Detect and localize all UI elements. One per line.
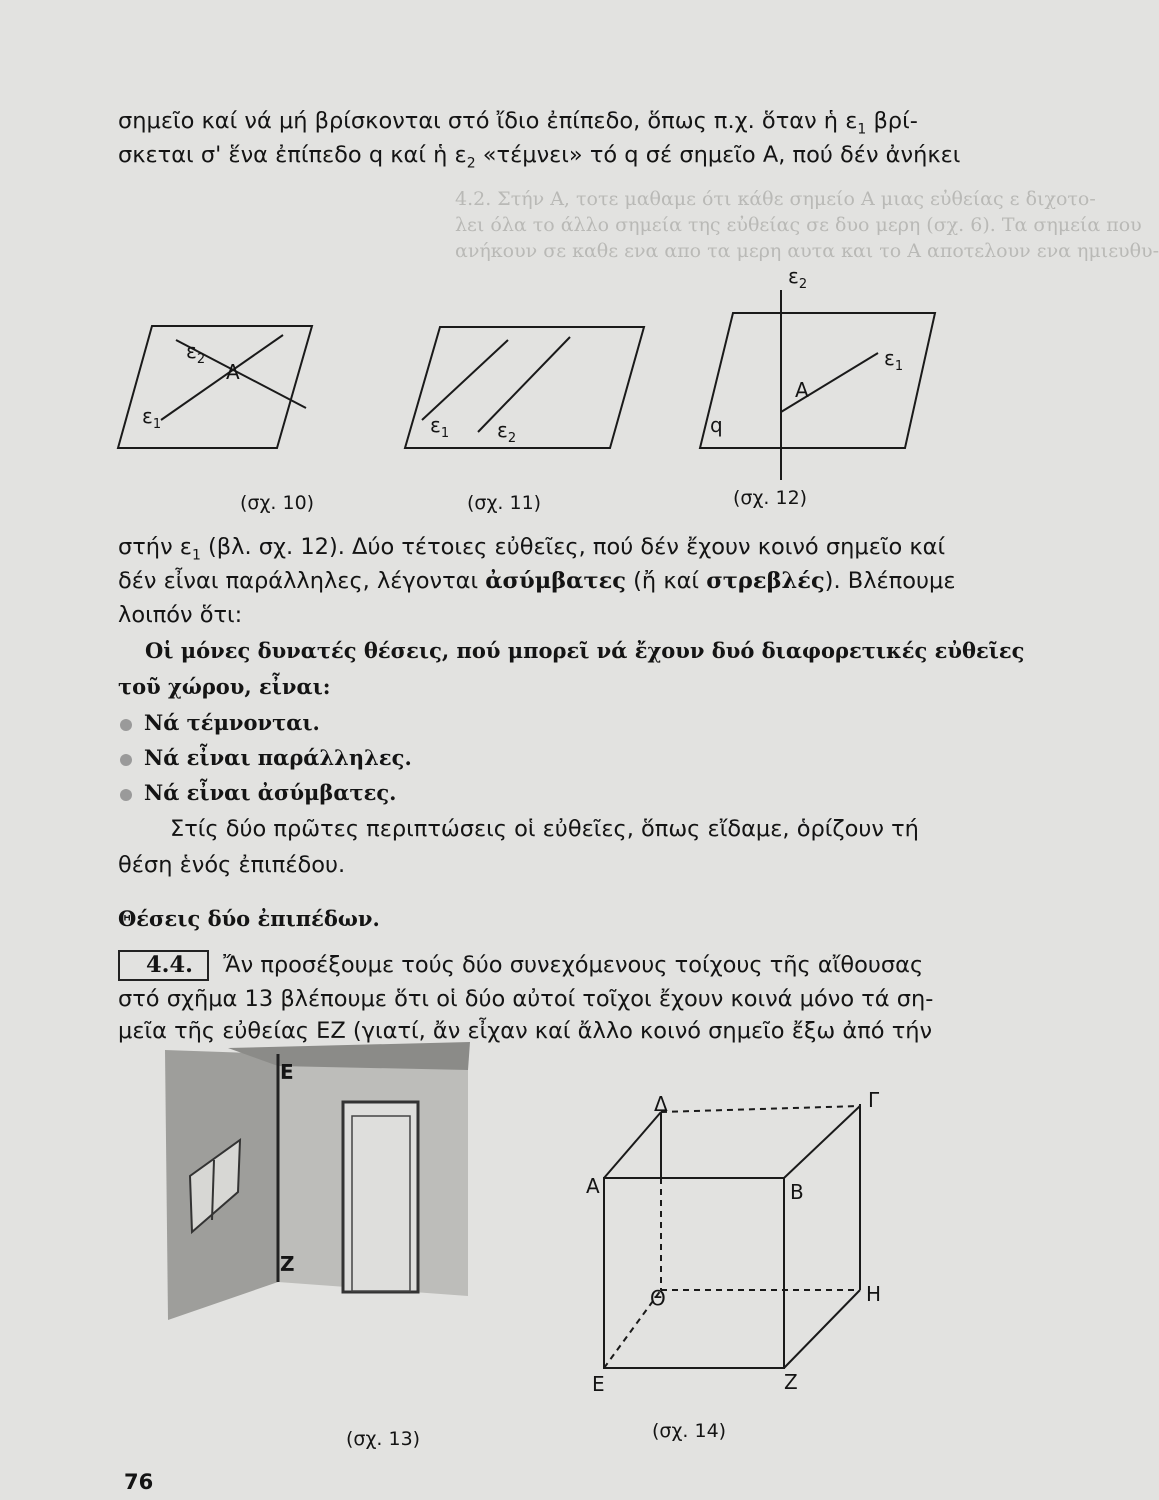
bleed-line: ανήκουν σε καθε ενα απο τα μερη αυτα και το Α αποτελουν ενα ημιευθυ- [455,240,1159,262]
fig13-label-E: Ε [280,1060,294,1084]
text-run: δέν εἶναι παράλληλες, λέγονται [118,568,486,594]
paragraph-line: στό σχῆμα 13 βλέπουμε ὅτι οἱ δύο αὐτοί τοῖχοι ἔχουν κοινά μόνο τά ση- [118,986,934,1012]
bullet-item: Νά τέμνονται. [120,712,940,733]
fig12-label-e1: $\varepsilon_1$ [884,346,904,374]
paragraph-line: μεῖα τῆς εὐθείας ΕΖ (γιατί, ἄν εἶχαν καί ἄλλο κοινό σημεῖο ἔξω ἀπό τήν [118,1018,933,1044]
paragraph-line: λοιπόν ὅτι: [118,602,243,628]
text-run: (βλ. σχ. 12). Δύο τέτοιες εὐθεῖες, πού δέν ἔχουν κοινό σημεῖο καί [200,534,946,560]
fig14-label-B: Β [790,1180,804,1204]
fig12-label-q: q [710,413,723,437]
subscript: 1 [857,121,867,138]
fig14-label-G: Γ [868,1088,880,1112]
text-run: σκεται σ' ἕνα ἐπίπεδο q καί ἡ ε [118,142,467,168]
bullet-icon [120,719,132,731]
fig14-label-H: Η [866,1282,882,1306]
edge-bottom-right [784,1290,860,1368]
subscript: 2 [466,155,476,172]
fig10-caption: (σχ. 10) [240,492,315,514]
paragraph-line [118,950,938,981]
text-run: σημεῖο καί νά μή βρίσκονται στό ἴδιο ἐπίπεδο, ὅπως π.χ. ὅταν ἡ ε [118,108,858,134]
fig14-label-D: Δ [654,1092,668,1116]
fig14-label-Th: Θ [650,1286,666,1310]
text-run: ). Βλέπουμε [824,568,956,594]
text-run: «τέμνει» τό q σέ σημεῖο Α, πού δέν ἀνήκει [475,142,961,168]
line-e1-10 [161,335,283,420]
fig13-caption: (σχ. 13) [346,1428,421,1450]
text-run: (ἤ καί [626,568,707,594]
paragraph-line: θέση ἑνός ἐπιπέδου. [118,852,346,878]
rule-line: Οἱ μόνες δυνατές θέσεις, πού μπορεῖ νά ἔχουν δυό διαφορετικές εὐθεῖες [145,638,1025,663]
rule-line: τοῦ χώρου, εἶναι: [118,674,331,699]
edge-diagonal [604,1112,661,1178]
section-number-box: 4.4. [118,950,209,981]
figure-13 [165,1042,470,1320]
fig13-label-Z: Ζ [280,1252,295,1276]
fig10-label-e2: $\varepsilon_2$ [186,339,206,367]
term-strevles: στρεβλές [706,568,825,594]
figure-14 [604,1104,860,1368]
box-front [604,1178,784,1368]
fig14-label-E: Ε [592,1372,605,1396]
fig11-label-e1: $\varepsilon_1$ [430,413,450,441]
plane-q-12 [700,313,935,448]
page-number: 76 [124,1470,154,1494]
text-run: στήν ε [118,534,192,560]
text-run: βρί- [866,108,918,134]
edge-top [784,1106,860,1178]
fig10-label-A: Α [226,360,240,384]
bullet-icon [120,789,132,801]
bullet-item: Νά εἶναι ἀσύμβατες. [120,782,940,803]
paragraph-line: Στίς δύο πρῶτες περιπτώσεις οἱ εὐθεῖες, ὅπως εἴδαμε, ὁρίζουν τή [170,816,919,842]
fig10-label-e1: $\varepsilon_1$ [142,404,162,432]
door-frame [343,1102,418,1292]
fig12-caption: (σχ. 12) [733,487,808,509]
bleed-line: 4.2. Στήν Α, τοτε μαθαμε ότι κάθε σημείο Α μιας εὐθείας ε διχοτο- [455,188,1096,210]
paragraph-line [118,534,946,564]
fig12-label-e2: $\varepsilon_2$ [788,264,808,292]
bullet-icon [120,754,132,766]
subscript: 1 [191,547,201,564]
paragraph-line [118,568,956,594]
fig12-label-A: Α [795,378,809,402]
figure-12 [700,290,935,480]
line-e1-11 [422,340,508,420]
fig14-caption: (σχ. 14) [652,1420,727,1442]
fig14-label-A: Α [586,1174,600,1198]
section-title: Θέσεις δύο ἐπιπέδων. [118,906,380,931]
line-e2-11 [478,337,570,432]
term-asymbates: ἀσύμβατες [485,568,626,594]
fig14-label-Z: Ζ [784,1370,798,1394]
fig11-caption: (σχ. 11) [467,492,542,514]
bleed-line: λει όλα το άλλο σημεία της εὐθείας σε δυο μερη (σχ. 6). Τα σημεία που [455,214,1142,236]
edge-back [661,1106,860,1112]
fig11-label-e2: $\varepsilon_2$ [497,418,517,446]
bullet-item: Νά εἶναι παράλληλες. [120,747,940,768]
text-run: Ἄν προσέξουμε τούς δύο συνεχόμενους τοίχους τῆς αἴθουσας [223,952,924,978]
